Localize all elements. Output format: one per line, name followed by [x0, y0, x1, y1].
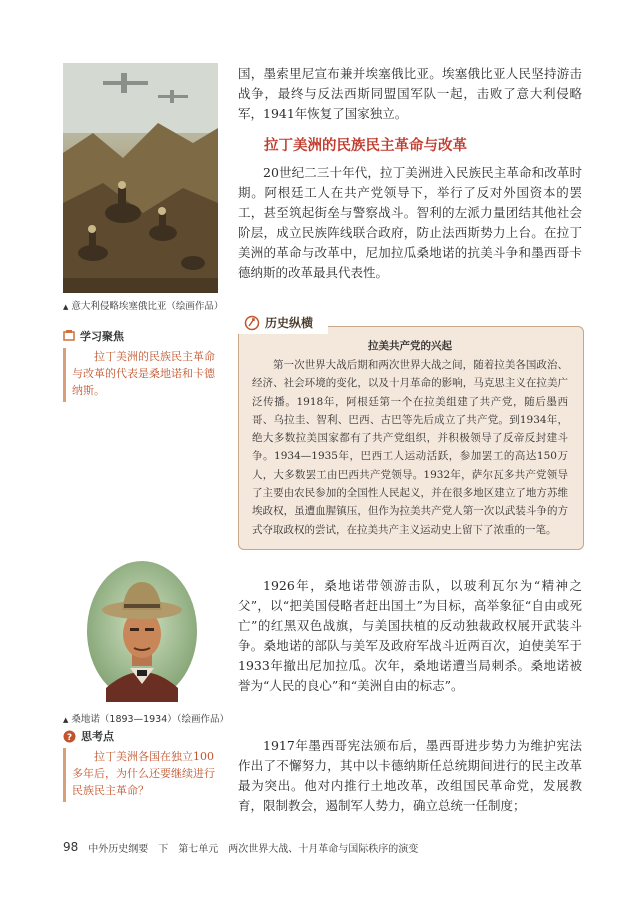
history-icon — [244, 315, 260, 331]
portrait-caption: ▲ 桑地诺（1893—1934）（绘画作品） — [63, 714, 230, 725]
study-focus-icon — [63, 330, 75, 342]
history-box-text: 第一次世界大战后期和两次世界大战之间，随着拉美各国政治、经济、社会环境的变化，以及十月革命的影响，马克思主义在拉美广泛传播。1918年，阿根廷第一个在拉美组建了共产党，随后墨西哥、乌拉圭、智利、巴西、古巴等先后成立了共产党。到1934年，绝大多数拉美国家都有了共产党组织，并积极领导了反帝反封建斗争。1934—1935年，巴西工人运动活跃，参加罢工的高达150万人，大多数罢工由巴西共产党领导。1932年，萨尔瓦多共产党领导了主要由农民参加的全国性人民起义，并在很多地区建立了地方苏维埃政权，虽遭血腥镇压，但作为拉美共产党人第一次以武装斗争的方式夺取政权的尝试，在拉美共产主义运动史上留下了浓重的一笔。 — [252, 359, 568, 536]
intro-paragraph: 国，墨索里尼宣布兼并埃塞俄比亚。埃塞俄比亚人民坚持游击战争，最终与反法西斯同盟国军队一起，击败了意大利侵略军，1941年恢复了国家独立。 — [238, 66, 582, 121]
paragraph-cardenas: 1917年墨西哥宪法颁布后，墨西哥进步势力为维护宪法作出了不懈努力，其中以卡德纳斯任总统期间进行的民主改革最为突出。他对内推行土地改革，改组国民革命党，发展教育，限制教会，遏制军人势力，确立总统一任制度； — [238, 738, 582, 813]
paragraph-sandino: 1926年，桑地诺带领游击队，以玻利瓦尔为“精神之父”，以“把美国侵略者赶出国土”为目标，高举象征“自由或死亡”的红黑双色战旗，与美国扶植的反动独裁政权展开武装斗争。桑地诺的部队与美军及政府军战斗近两百次，迫使美军于1933年撤出尼加拉瓜。次年，桑地诺遭当局刺杀。桑地诺被誉为“人民的良心”和“美洲自由的标志”。 — [238, 578, 582, 693]
study-focus-text: 拉丁美洲的民族民主革命与改革的代表是桑地诺和卡德纳斯。 — [72, 350, 215, 397]
history-box-header — [244, 314, 313, 331]
paragraph-latin-america: 20世纪二三十年代，拉丁美洲进入民族民主革命和改革时期。阿根廷工人在共产党领导下，举行了反对外国资本的罢工，甚至筑起街垒与警察战斗。智利的左派力量团结其他社会阶层，成立民族阵线联合政府，防止法西斯势力上台。在拉丁美洲的革命与改革中，尼加拉瓜桑地诺的抗美斗争和墨西哥卡德纳斯的改革最具代表性。 — [238, 165, 582, 280]
war-painting-caption: ▲ 意大利侵略埃塞俄比亚（绘画作品） — [63, 301, 224, 312]
unit-title: 第七单元 两次世界大战、十月革命与国际秩序的演变 — [178, 844, 419, 855]
page-footer — [63, 840, 418, 855]
think-text: 拉丁美洲各国在独立100多年后，为什么还要继续进行民族民主革命？ — [72, 750, 215, 797]
page-number: 98 — [63, 840, 79, 854]
study-focus-heading: 学习聚焦 — [63, 328, 223, 344]
history-box-subtitle: 拉美共产党的兴起 — [368, 340, 452, 352]
history-box-heading: 历史纵横 — [265, 316, 314, 330]
section-title: 拉丁美洲的民族民主革命与改革 — [264, 138, 467, 154]
book-title: 中外历史纲要 下 — [88, 844, 169, 855]
svg-text:?: ? — [66, 732, 73, 743]
study-focus-box — [63, 328, 223, 402]
think-box — [63, 728, 223, 802]
sandino-portrait — [86, 560, 198, 702]
think-heading: ? 思考点 — [63, 728, 223, 744]
war-painting — [63, 63, 218, 293]
question-icon — [63, 730, 76, 743]
